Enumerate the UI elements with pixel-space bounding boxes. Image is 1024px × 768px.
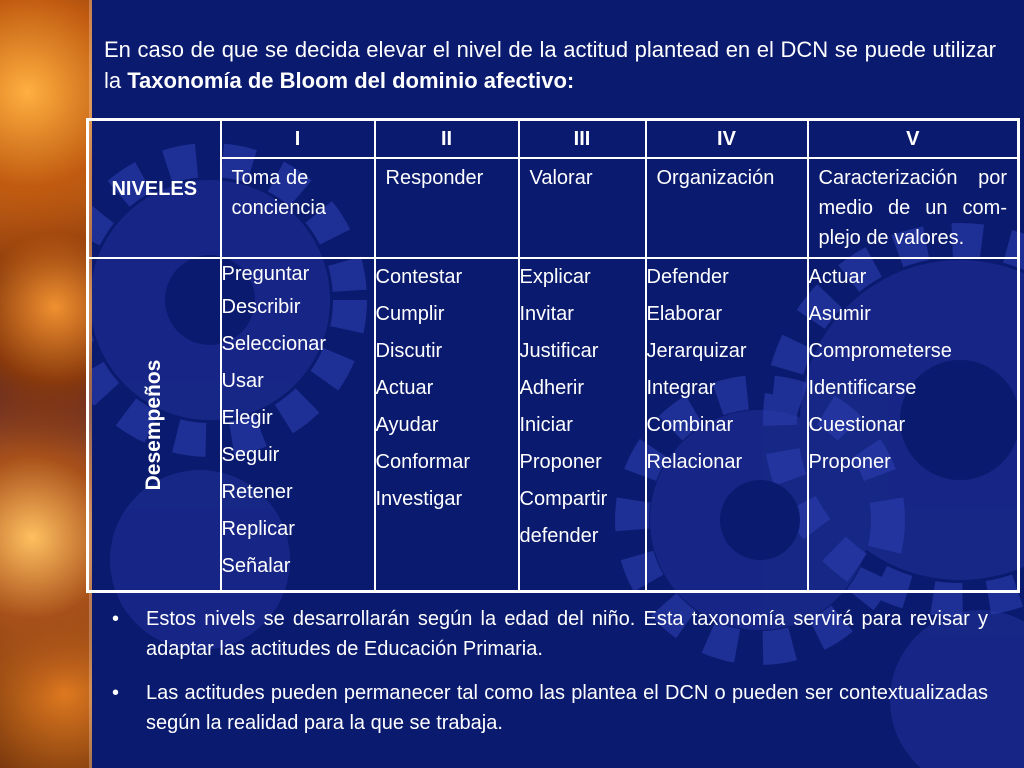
level-numeral: II xyxy=(375,120,519,159)
verb-item: Elaborar xyxy=(646,303,723,325)
intro-paragraph xyxy=(104,34,996,96)
verb-item: Explicar xyxy=(519,266,591,288)
note-text: Estos nivels se desarrollarán según la edad del niño. Esta taxonomía servirá para revisar y adaptar las actitudes de Educación Primaria. xyxy=(146,608,988,660)
intro-bold-text: Taxonomía de Bloom del dominio afectivo: xyxy=(127,68,575,93)
bloom-taxonomy-table xyxy=(86,118,1020,593)
verb-item: Ayudar xyxy=(375,414,439,436)
verb-item: Asumir xyxy=(808,303,871,325)
level-numeral: III xyxy=(519,120,646,159)
verb-list-cell xyxy=(375,258,519,592)
verb-item: Discutir xyxy=(375,340,443,362)
level-numeral: I xyxy=(221,120,375,159)
verb-item: Señalar xyxy=(221,555,291,577)
verb-item: Contestar xyxy=(375,266,463,288)
table-level-row xyxy=(88,158,1019,258)
verb-item: Justificar xyxy=(519,340,599,362)
verb-item: Iniciar xyxy=(519,414,573,436)
bullet-icon: • xyxy=(112,608,120,630)
verb-list xyxy=(809,259,1018,481)
level-numeral: V xyxy=(808,120,1019,159)
verb-item: Identificarse xyxy=(808,377,917,399)
verb-item: defender xyxy=(519,525,599,547)
table-header-row xyxy=(88,120,1019,159)
bullet-icon: • xyxy=(112,682,120,704)
verb-list xyxy=(376,259,518,518)
verb-item: Proponer xyxy=(808,451,891,473)
verb-list-cell xyxy=(221,258,375,592)
verb-item: Defender xyxy=(646,266,729,288)
verb-item: Usar xyxy=(221,370,264,392)
list-item xyxy=(112,678,988,738)
verb-item: Retener xyxy=(221,481,293,503)
verb-item: Conformar xyxy=(375,451,470,473)
verb-item: Cumplir xyxy=(375,303,445,325)
notes-list xyxy=(112,604,988,752)
verb-item: Proponer xyxy=(519,451,602,473)
verb-item: Actuar xyxy=(375,377,434,399)
list-item xyxy=(112,604,988,664)
verb-item: Actuar xyxy=(808,266,867,288)
verb-list-cell xyxy=(808,258,1019,592)
row-label-levels: NIVELES xyxy=(88,120,221,259)
verb-item: Cuestionar xyxy=(808,414,906,436)
verb-item: Seleccionar xyxy=(221,333,327,355)
verb-item: Seguir xyxy=(221,444,280,466)
verb-item: Preguntar xyxy=(221,263,310,285)
note-text: Las actitudes pueden permanecer tal como las plantea el DCN o pueden ser contextualizadas según la realidad para la que se trabaja. xyxy=(146,682,988,734)
verb-item: Replicar xyxy=(221,518,295,540)
level-name: Caracterización por medio de un com-plejo de valores. xyxy=(808,158,1019,258)
verb-item: Relacionar xyxy=(646,451,743,473)
verb-list xyxy=(647,259,807,481)
verb-item: Invitar xyxy=(519,303,574,325)
verb-list-cell xyxy=(646,258,808,592)
verb-list xyxy=(520,259,645,555)
row-label-performance-cell xyxy=(88,258,221,592)
verb-list xyxy=(222,259,374,585)
verb-list-cell xyxy=(519,258,646,592)
verb-item: Investigar xyxy=(375,488,463,510)
level-name: Responder xyxy=(375,158,519,258)
row-label-performance: Desempeños xyxy=(142,359,166,490)
verb-item: Jerarquizar xyxy=(646,340,747,362)
verb-item: Combinar xyxy=(646,414,734,436)
verb-item: Adherir xyxy=(519,377,584,399)
decorative-side-strip xyxy=(0,0,92,768)
verb-item: Describir xyxy=(221,296,301,318)
verb-item: Compartir xyxy=(519,488,608,510)
verb-item: Elegir xyxy=(221,407,273,429)
intro-text: En caso de que se decida elevar el nivel de la actitud plantead en el DCN se puede utilizar la xyxy=(104,37,996,93)
level-numeral: IV xyxy=(646,120,808,159)
table-performance-row xyxy=(88,258,1019,592)
level-name: Organización xyxy=(646,158,808,258)
verb-item: Integrar xyxy=(646,377,716,399)
level-name: Toma de conciencia xyxy=(221,158,375,258)
level-name: Valorar xyxy=(519,158,646,258)
verb-item: Comprometerse xyxy=(808,340,952,362)
